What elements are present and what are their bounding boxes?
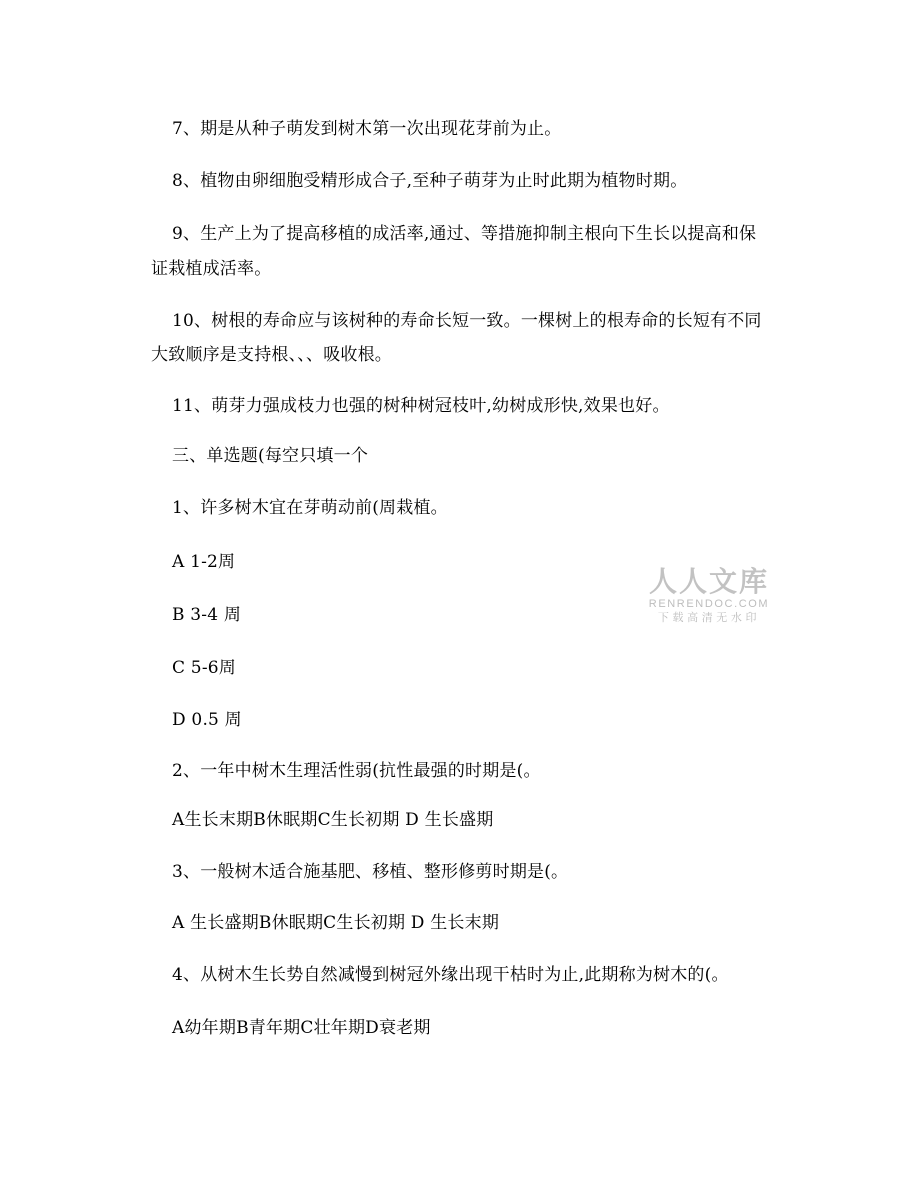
question-7: 7、期是从种子萌发到树木第一次出现花芽前为止。	[172, 119, 562, 139]
mc-question-3-options: A 生长盛期B休眠期C生长初期 D 生长末期	[172, 913, 500, 933]
watermark-logo	[646, 566, 772, 625]
mc-option-c: C 5-6周	[172, 658, 236, 678]
watermark-title: 人人文库	[648, 565, 769, 598]
question-10-line-1: 10、树根的寿命应与该树种的寿命长短一致。一棵树上的根寿命的长短有不同	[172, 311, 762, 331]
mc-option-d: D 0.5 周	[172, 710, 242, 730]
mc-option-a: A 1-2周	[172, 552, 236, 572]
section-heading: 三、单选题(每空只填一个	[172, 446, 369, 466]
mc-question-3: 3、一般树木适合施基肥、移植、整形修剪时期是(。	[172, 862, 569, 882]
mc-question-2: 2、一年中树木生理活性弱(抗性最强的时期是(。	[172, 761, 541, 781]
watermark-domain: RENRENDOC.COM	[648, 598, 770, 610]
question-11: 11、萌芽力强成枝力也强的树种树冠枝叶,幼树成形快,效果也好。	[172, 396, 670, 416]
mc-question-2-options: A生长末期B休眠期C生长初期 D 生长盛期	[172, 810, 494, 830]
mc-question-4-options: A幼年期B青年期C壮年期D衰老期	[172, 1018, 431, 1038]
question-9-line-1: 9、生产上为了提高移植的成活率,通过、等措施抑制主根向下生长以提高和保	[172, 224, 757, 244]
question-10-line-2: 大致顺序是支持根、、、吸收根。	[151, 345, 392, 365]
question-8: 8、植物由卵细胞受精形成合子,至种子萌芽为止时此期为植物时期。	[172, 171, 688, 191]
watermark-tagline: 下载高清无水印	[657, 611, 761, 624]
mc-question-4: 4、从树木生长势自然减慢到树冠外缘出现干枯时为止,此期称为树木的(。	[172, 965, 729, 985]
mc-option-b: B 3-4 周	[172, 605, 242, 625]
question-9-line-2: 证栽植成活率。	[151, 259, 272, 279]
mc-question-1: 1、许多树木宜在芽萌动前(周栽植。	[172, 498, 448, 518]
